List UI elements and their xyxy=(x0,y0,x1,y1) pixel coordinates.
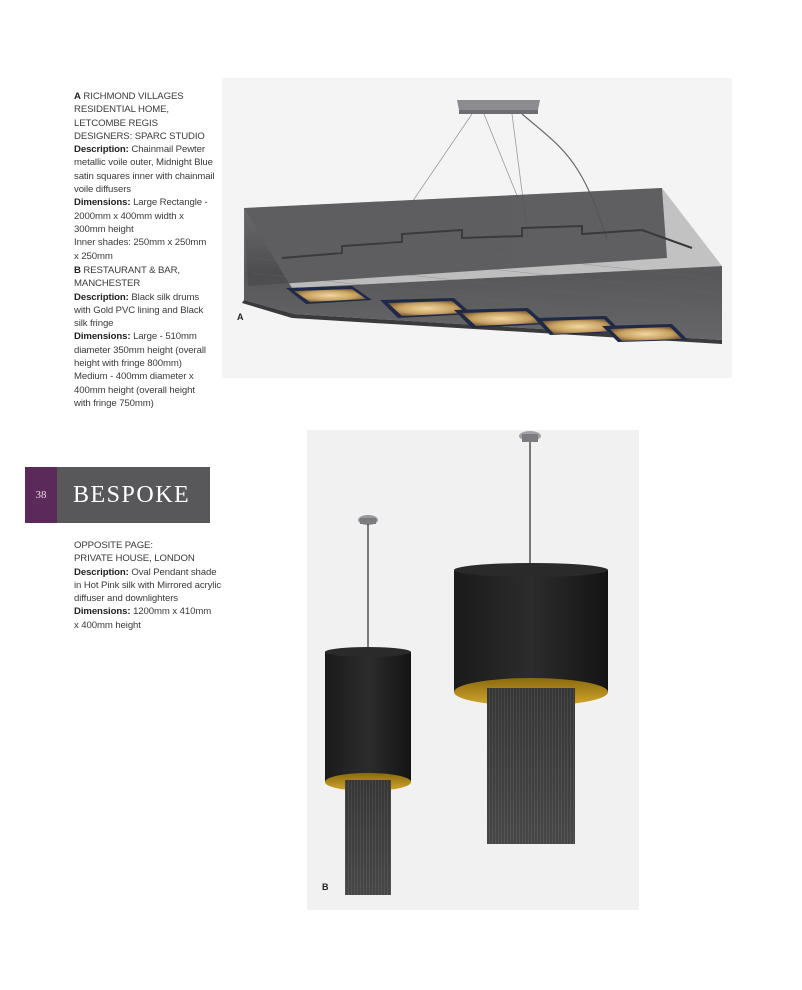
entry-b-text xyxy=(74,264,206,410)
entry-a-text xyxy=(74,90,215,263)
opposite-page-text xyxy=(74,539,221,632)
entry-a-key: A xyxy=(74,91,81,102)
entry-a-title-line: RESIDENTIAL HOME, xyxy=(74,104,169,116)
opposite-dimensions-text: x 400mm height xyxy=(74,619,141,631)
entry-b-dimensions-text: Medium - 400mm diameter x xyxy=(74,371,194,383)
entry-a-designers: DESIGNERS: SPARC STUDIO xyxy=(74,130,205,142)
opposite-description-text: Oval Pendant shade xyxy=(131,566,217,578)
page-number: 38 xyxy=(25,467,57,523)
drum-pendants-photo xyxy=(307,430,639,910)
entry-a-description-label: Description: xyxy=(74,144,129,156)
entry-a-description-text: satin squares inner with chainmail xyxy=(74,170,215,182)
entry-b-dimensions-label: Dimensions: xyxy=(74,331,131,343)
opposite-description-label: Description: xyxy=(74,566,129,578)
entry-a-title-line: RICHMOND VILLAGES xyxy=(83,91,184,102)
opposite-page-heading: OPPOSITE PAGE: xyxy=(74,540,153,551)
entry-b-title-line: MANCHESTER xyxy=(74,278,141,290)
entry-b-dimensions-text: Large - 510mm xyxy=(133,331,197,343)
entry-b-dimensions-text: diameter 350mm height (overall xyxy=(74,344,206,356)
section-header xyxy=(25,467,210,523)
figure-label-a: A xyxy=(237,312,244,322)
rectangular-pendant-photo xyxy=(222,78,732,378)
opposite-description-text: diffuser and downlighters xyxy=(74,593,178,605)
entry-a-description-text: metallic voile outer, Midnight Blue xyxy=(74,157,213,169)
entry-a-dimensions-text: Inner shades: 250mm x 250mm xyxy=(74,237,207,249)
entry-b-title-line: RESTAURANT & BAR, xyxy=(83,265,180,276)
entry-a-dimensions-text: x 250mm xyxy=(74,250,113,262)
figure-label-b: B xyxy=(322,882,329,892)
entry-b-dimensions-text: height with fringe 800mm) xyxy=(74,358,182,370)
entry-b-description-label: Description: xyxy=(74,291,129,303)
opposite-dimensions-label: Dimensions: xyxy=(74,606,131,618)
entry-a-dimensions-text: 300mm height xyxy=(74,223,134,235)
entry-b-dimensions-text: with fringe 750mm) xyxy=(74,397,154,409)
entry-b-description-text: Black silk drums xyxy=(131,291,200,303)
entry-a-description-text: Chainmail Pewter xyxy=(131,144,205,156)
entry-b-dimensions-text: 400mm height (overall height xyxy=(74,384,195,396)
opposite-dimensions-text: 1200mm x 410mm xyxy=(133,606,212,618)
opposite-description-text: in Hot Pink silk with Mirrored acrylic xyxy=(74,579,222,591)
entry-b-key: B xyxy=(74,265,81,276)
entry-a-title-line: LETCOMBE REGIS xyxy=(74,117,158,129)
entry-b-description-text: with Gold PVC lining and Black xyxy=(74,304,204,316)
entry-a-dimensions-text: Large Rectangle - xyxy=(133,197,208,209)
section-title: BESPOKE xyxy=(57,467,210,523)
entry-a-description-text: voile diffusers xyxy=(74,184,131,196)
entry-a-dimensions-text: 2000mm x 400mm width x xyxy=(74,210,184,222)
entry-b-description-text: silk fringe xyxy=(74,318,114,330)
opposite-page-location: PRIVATE HOUSE, LONDON xyxy=(74,553,195,565)
entry-a-dimensions-label: Dimensions: xyxy=(74,197,131,209)
